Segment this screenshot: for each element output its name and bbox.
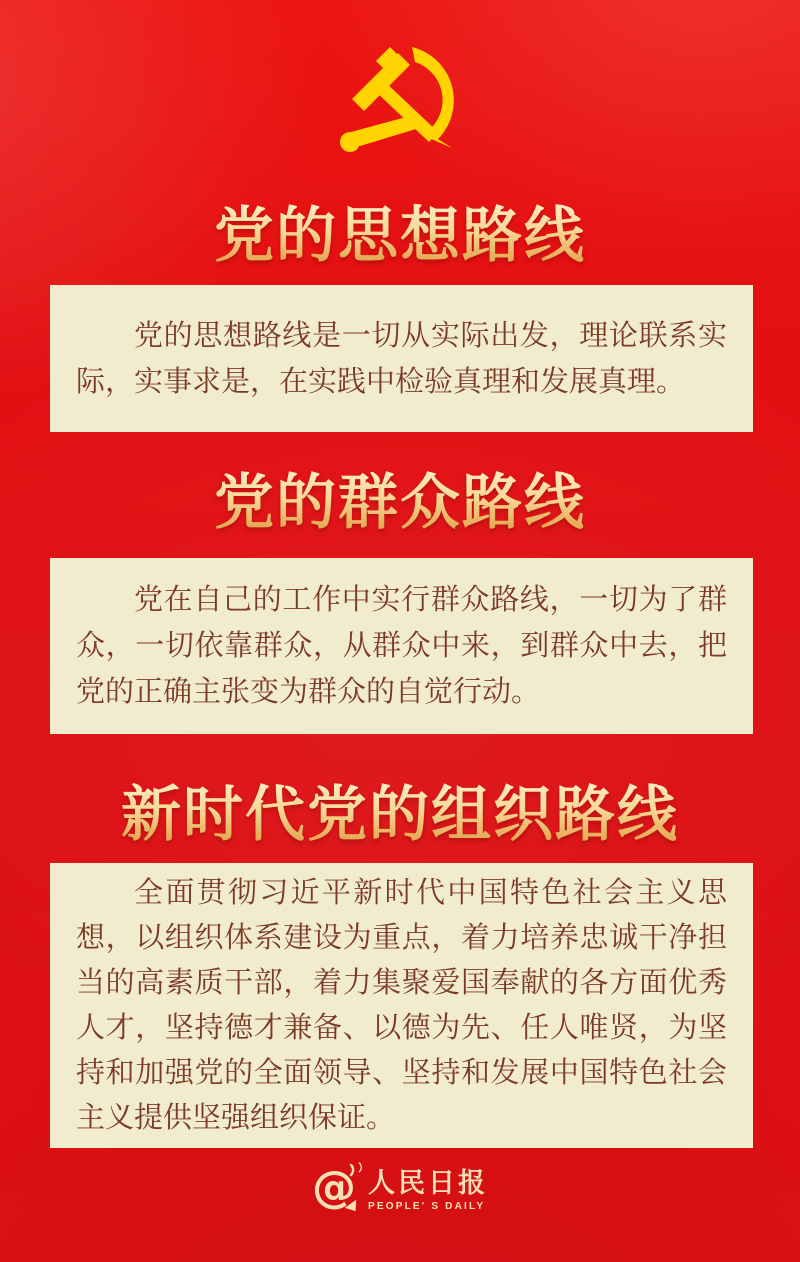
section-body-organizational-line: 全面贯彻习近平新时代中国特色社会主义思想，以组织体系建设为重点，着力培养忠诚干净担当的高素质干部，着力集聚爱国奉献的各方面优秀人才，坚持德才兼备、以德为先、任人唯贤，为坚持和加强党的全面领导、坚持和发展中国特色社会主义提供坚强组织保证。	[76, 876, 727, 1134]
section-body-mass-line: 党在自己的工作中实行群众路线，一切为了群众，一切依靠群众，从群众中来，到群众中去，把党的正确主张变为群众的自觉行动。	[76, 584, 727, 708]
sound-waves-icon	[349, 1162, 365, 1180]
logo-text	[368, 1166, 488, 1212]
section-panel-ideological-line	[50, 285, 753, 432]
section-heading-organizational-line: 新时代党的组织路线	[0, 781, 800, 849]
section-heading-mass-line: 党的群众路线	[0, 469, 800, 537]
section-body-ideological-line: 党的思想路线是一切从实际出发，理论联系实际，实事求是，在实践中检验真理和发展真理。	[76, 319, 727, 398]
section-panel-organizational-line	[50, 863, 753, 1148]
logo-chinese-name: 人民日报	[368, 1168, 488, 1198]
logo-english-name: PEOPLE' S DAILY	[368, 1201, 486, 1212]
section-heading-ideological-line: 党的思想路线	[0, 202, 800, 270]
at-symbol: @	[312, 1162, 356, 1213]
logo-row	[312, 1162, 488, 1213]
peoples-daily-logo	[0, 1162, 800, 1213]
section-panel-mass-line	[50, 558, 753, 734]
megaphone-at-icon	[312, 1162, 356, 1213]
cpc-hammer-sickle-emblem-icon	[338, 44, 462, 160]
